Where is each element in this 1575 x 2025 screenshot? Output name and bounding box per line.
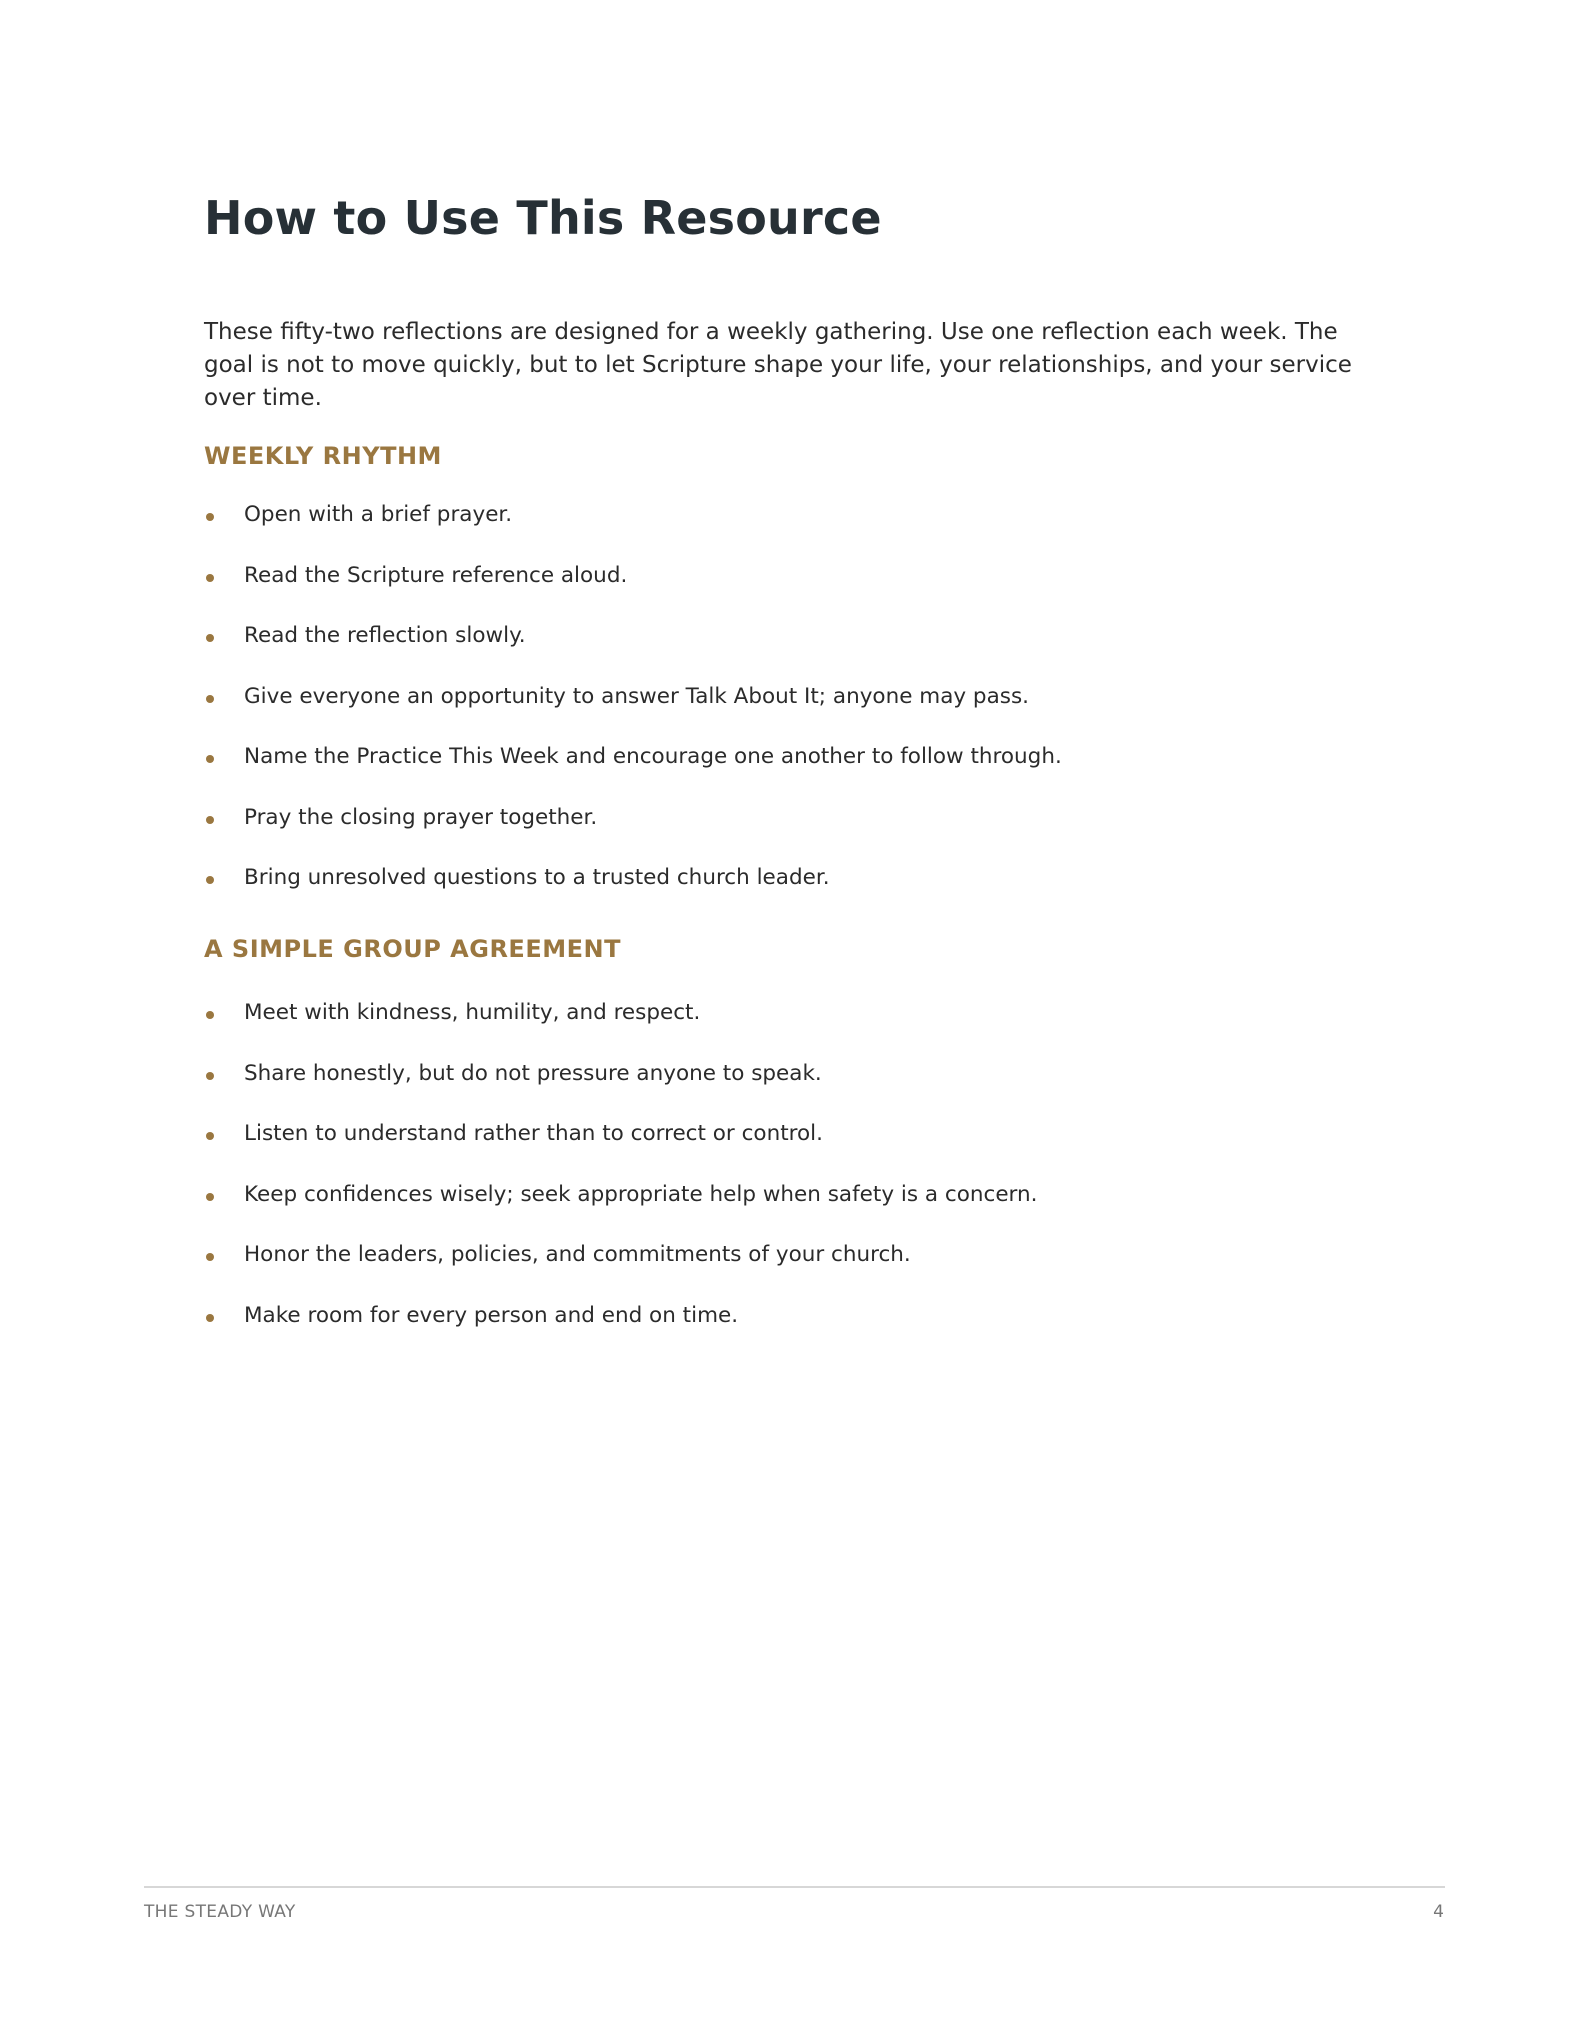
list-item — [204, 803, 1062, 864]
list-item — [204, 621, 1062, 682]
list-item-text: Open with a brief prayer. — [244, 502, 513, 527]
list-item-text: Keep confidences wisely; seek appropriate help when safety is a concern. — [244, 1181, 1038, 1207]
list-item — [204, 1240, 1037, 1301]
list-item — [204, 1119, 1037, 1180]
list-item — [204, 742, 1062, 803]
bullet-icon — [206, 634, 214, 642]
list-item-text: Listen to understand rather than to correct or control. — [244, 1121, 823, 1146]
bullet-icon — [206, 816, 214, 824]
list-item — [204, 1301, 1037, 1362]
list-item-text: Bring unresolved questions to a trusted church leader. — [244, 865, 830, 890]
page-title: How to Use This Resource — [204, 191, 882, 245]
list-item — [204, 998, 1037, 1059]
bullet-icon — [206, 1132, 214, 1140]
list-item — [204, 863, 1062, 924]
bullet-icon — [206, 695, 214, 703]
group-agreement-list — [204, 998, 1037, 1361]
list-item-text: Give everyone an opportunity to answer Talk About It; anyone may pass. — [244, 683, 1029, 709]
bullet-icon — [206, 876, 214, 884]
list-item — [204, 561, 1062, 622]
bullet-icon — [206, 513, 214, 521]
page-number: 4 — [1433, 1902, 1444, 1922]
bullet-icon — [206, 1011, 214, 1019]
list-item-text: Meet with kindness, humility, and respect. — [244, 1000, 701, 1025]
list-item-text: Make room for every person and end on time. — [244, 1302, 739, 1328]
list-item-text: Read the Scripture reference aloud. — [244, 562, 628, 588]
footer-divider — [144, 1886, 1445, 1888]
list-item-text: Read the reflection slowly. — [244, 623, 526, 648]
bullet-icon — [206, 574, 214, 582]
list-item — [204, 682, 1062, 743]
bullet-icon — [206, 1314, 214, 1322]
weekly-rhythm-heading: WEEKLY RHYTHM — [204, 442, 442, 470]
footer-title: THE STEADY WAY — [144, 1902, 296, 1922]
bullet-icon — [206, 755, 214, 763]
bullet-icon — [206, 1072, 214, 1080]
intro-paragraph: These fifty-two reflections are designed for a weekly gathering. Use one reflection each week. The goal is not to move quickly, but to let Scripture shape your life, your relationships, and your service over time. — [204, 319, 1352, 411]
list-item — [204, 500, 1062, 561]
list-item — [204, 1180, 1037, 1241]
weekly-rhythm-list — [204, 500, 1062, 924]
list-item-text: Share honestly, but do not pressure anyone to speak. — [244, 1060, 822, 1086]
list-item-text: Honor the leaders, policies, and commitments of your church. — [244, 1242, 911, 1267]
list-item-text: Pray the closing prayer together. — [244, 804, 598, 830]
bullet-icon — [206, 1193, 214, 1201]
list-item — [204, 1059, 1037, 1120]
list-item-text: Name the Practice This Week and encourage one another to follow through. — [244, 744, 1062, 769]
bullet-icon — [206, 1253, 214, 1261]
group-agreement-heading: A SIMPLE GROUP AGREEMENT — [204, 935, 621, 963]
